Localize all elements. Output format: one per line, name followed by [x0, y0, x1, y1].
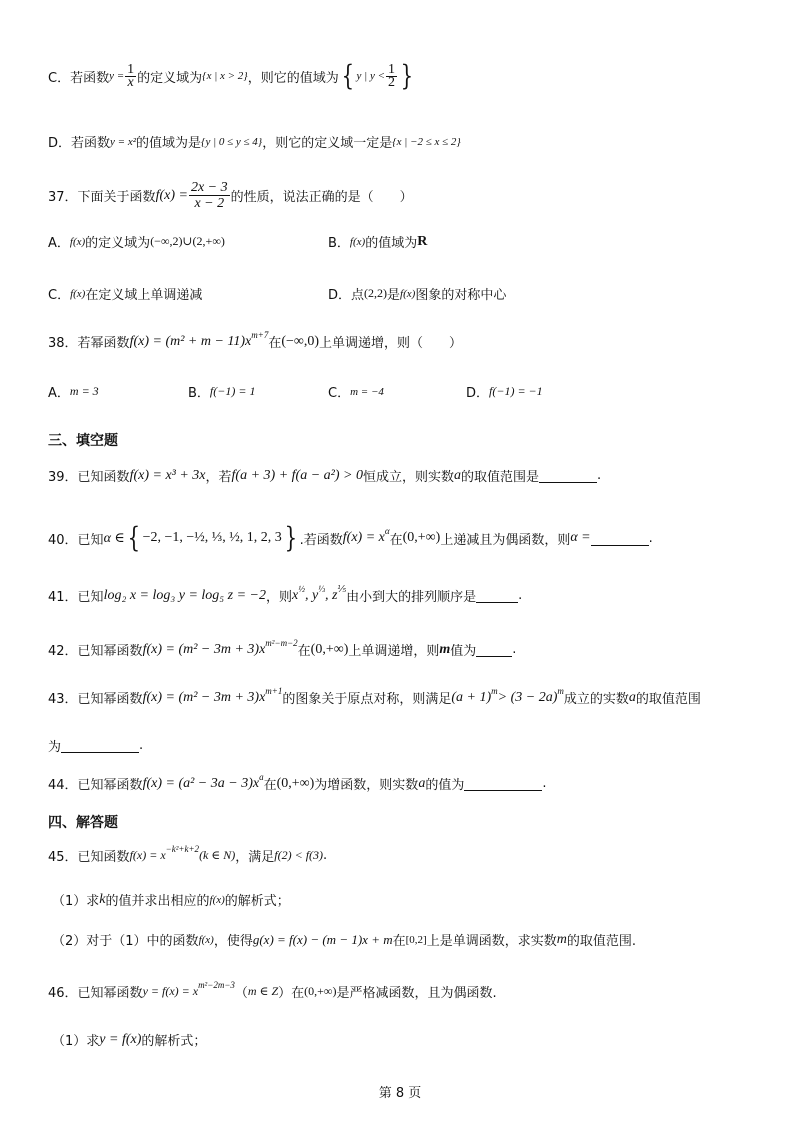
answer-blank[interactable]	[591, 531, 649, 546]
fraction-1-over-2: $\frac{1}{2}$	[388, 61, 395, 90]
q38-stem: 38． 若幂函数 f(x) = (m² + m − 11)x m+7 在 (−∞,0) 上单调递增，则（ ）	[48, 329, 463, 351]
q37-option-b: B． f(x) 的值域为 R	[328, 233, 428, 251]
fraction-1-over-x: $\frac{1}{x}$	[127, 61, 135, 90]
q45-stem: 45． 已知函数 f(x) = x −k²+k+2 (k ∈ N) ，满足 f(2) < f(3) .	[48, 843, 328, 865]
q37-option-a: A． f(x) 的定义域为 (−∞,2)∪(2,+∞)	[48, 234, 225, 251]
q43: 43． 已知幂函数 f(x) = (m² − 3m + 3)x m+1 的图象关于原点对称，则满足 (a + 1) m > (3 − 2a) m 成立的实数 a 的取值范围	[48, 685, 701, 707]
q44: 44． 已知幂函数 f(x) = (a² − 3a − 3)x a 在 (0,+∞) 为增函数，则实数 a 的值为 .	[48, 771, 547, 793]
answer-blank[interactable]	[476, 588, 518, 603]
q37-stem: 37． 下面关于函数 f(x) = $\frac{2x - 3}{x - 2}$ 的性质，说法正确的是（ ）	[48, 180, 413, 211]
q38-option-c: C． m = −4	[328, 385, 384, 401]
q39: 39． 已知函数 f(x) = x³ + 3x ，若 f(a + 3) + f(a − a²) > 0 恒成立，则实数 a 的取值范围是 .	[48, 467, 602, 485]
q38-option-b: B． f(−1) = 1	[188, 384, 256, 401]
page-footer: 第 8 页	[378, 1086, 422, 1101]
q38-option-d: D． f(−1) = −1	[466, 384, 543, 401]
q38-option-a: A． m = 3	[48, 384, 99, 401]
answer-blank[interactable]	[539, 468, 597, 483]
q37-option-c: C． f(x) 在定义域上单调递减	[48, 287, 203, 303]
powers-x-y-z: $x^{\frac{1}{2}}$, $y^{\frac{1}{3}}$, $z^{\frac{1}{5}}$	[292, 583, 347, 603]
q45-part-2: （2） 对于（1）中的函数 f(x) ，使得 g(x) = f(x) − (m − 1)x + m 在 [0,2] 上是单调函数，求实数 m 的取值范围.	[52, 931, 636, 949]
fraction-2x-3-over-x-2: $\frac{2x - 3}{x - 2}$	[190, 180, 228, 211]
q40: 40． 已知 α ∈ { −2, −1, −½, ⅓, ½, 1, 2, 3 } .若函数 f(x) = x α 在 (0,+∞) 上递减且为偶函数，则 α = .	[48, 521, 653, 554]
q36-option-d: D． 若函数 y = x² 的值域为是 {y | 0 ≤ y ≤ 4} ，则它的定义域一定是 {x | −2 ≤ x ≤ 2}	[48, 135, 461, 151]
answer-blank[interactable]	[61, 738, 139, 753]
answer-blank[interactable]	[476, 642, 512, 657]
answer-blank[interactable]	[464, 776, 542, 791]
q46-part-1: （1） 求 y = f(x) 的解析式；	[52, 1031, 207, 1049]
q46-stem: 46． 已知幂函数 y = f(x) = x m²−2m−3 （ m ∈ Z ）在 (0,+∞) 是严格减函数，且为偶函数.	[48, 979, 497, 1001]
section-answer-heading: 四、解答题	[48, 815, 118, 831]
page-number: 8	[395, 1086, 405, 1101]
q45-part-1: （1） 求 k 的值并求出相应的 f(x) 的解析式；	[52, 891, 290, 909]
q42: 42． 已知幂函数 f(x) = (m² − 3m + 3)x m²−m−2 在 (0,+∞) 上单调递增，则 m 值为 .	[48, 637, 517, 659]
q43-continuation: 为 .	[48, 738, 144, 755]
q37-option-d: D． 点 (2,2) 是 f(x) 图象的对称中心	[328, 286, 507, 303]
q36-option-c: C． 若函数 y = $\frac{1}{x}$ 的定义域为 {x | x > 2} ，则它的值域为 { y | y < $\frac{1}{2}$ }	[48, 59, 414, 92]
section-fill-in-heading: 三、填空题	[48, 433, 118, 449]
q41: 41． 已知 log₂ x = log₃ y = log₅ z = −2 ，则 $x^{\frac{1}{2}}$, $y^{\frac{1}{3}}$, $z^{\frac{1}{5}}$ 由小到大的排列顺序是 .	[48, 583, 523, 605]
